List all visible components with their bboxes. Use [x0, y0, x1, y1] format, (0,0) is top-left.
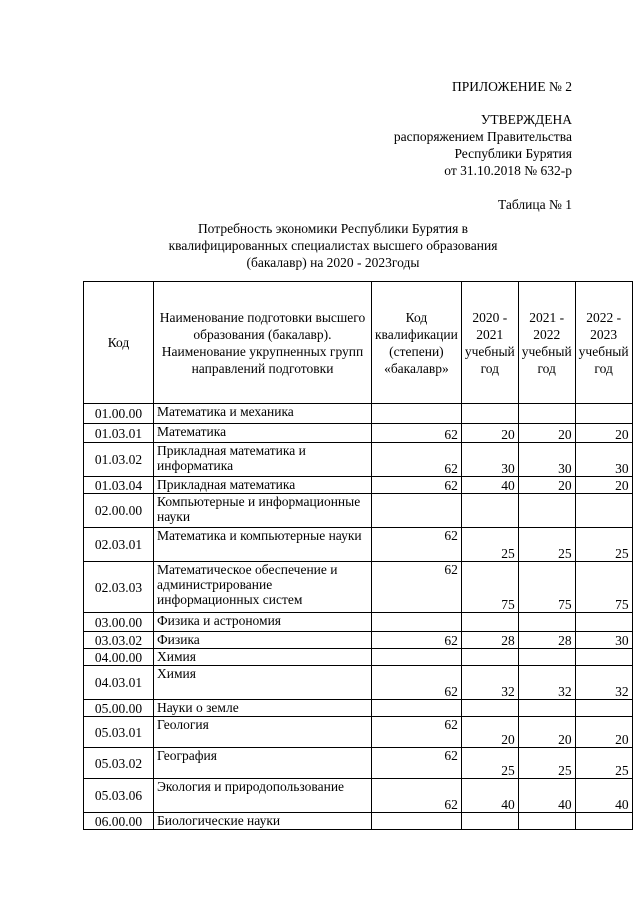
row-2022-value [575, 613, 632, 632]
title-line: (бакалавр) на 2020 - 2023годы [246, 255, 420, 270]
row-code: 05.03.01 [84, 717, 154, 748]
table-row [84, 528, 633, 562]
row-2021-value: 30 [518, 443, 575, 477]
row-2022-value: 30 [575, 443, 632, 477]
row-code: 06.00.00 [84, 813, 154, 830]
row-qualification-code [372, 494, 462, 528]
table-row [84, 613, 633, 632]
row-code: 01.00.00 [84, 404, 154, 424]
row-2020-value: 28 [461, 632, 518, 649]
row-2021-value: 20 [518, 424, 575, 443]
row-name: Биологические науки [154, 813, 372, 830]
row-code: 04.00.00 [84, 649, 154, 666]
approval-line: УТВЕРЖДЕНА [480, 112, 572, 127]
row-2022-value: 30 [575, 632, 632, 649]
row-name: Геология [154, 717, 372, 748]
row-qualification-code: 62 [372, 779, 462, 813]
row-2022-value: 32 [575, 666, 632, 700]
row-2021-value [518, 649, 575, 666]
col-header-name: Наименование подготовки высшего образования (бакалавр). Наименование укрупненных групп направлений подготовки [154, 282, 372, 404]
row-2022-value [575, 649, 632, 666]
table-row [84, 562, 633, 613]
row-qualification-code [372, 813, 462, 830]
appendix-number: ПРИЛОЖЕНИЕ № 2 [451, 79, 572, 94]
row-qualification-code: 62 [372, 717, 462, 748]
table-row [84, 424, 633, 443]
row-name: Прикладная математика и информатика [154, 443, 372, 477]
row-2022-value: 25 [575, 748, 632, 779]
row-2020-value: 20 [461, 424, 518, 443]
row-name: Прикладная математика [154, 477, 372, 494]
row-code: 05.00.00 [84, 700, 154, 717]
table-label: Таблица № 1 [498, 197, 572, 212]
row-2021-value [518, 613, 575, 632]
row-code: 02.00.00 [84, 494, 154, 528]
row-2020-value: 40 [461, 779, 518, 813]
row-2021-value [518, 404, 575, 424]
table-row [84, 813, 633, 830]
col-header-qualification: Код квалификации (степени) «бакалавр» [372, 282, 462, 404]
table-row [84, 748, 633, 779]
row-2022-value: 20 [575, 717, 632, 748]
row-qualification-code [372, 700, 462, 717]
row-qualification-code: 62 [372, 443, 462, 477]
row-name: Математика и механика [154, 404, 372, 424]
row-2021-value: 28 [518, 632, 575, 649]
demand-table [83, 281, 633, 830]
row-qualification-code [372, 404, 462, 424]
row-code: 02.03.01 [84, 528, 154, 562]
row-2022-value: 20 [575, 424, 632, 443]
table-row [84, 666, 633, 700]
row-qualification-code: 62 [372, 528, 462, 562]
row-code: 01.03.01 [84, 424, 154, 443]
row-2022-value [575, 700, 632, 717]
row-code: 04.03.01 [84, 666, 154, 700]
row-2020-value: 75 [461, 562, 518, 613]
row-2020-value: 32 [461, 666, 518, 700]
row-2020-value [461, 404, 518, 424]
row-2020-value: 40 [461, 477, 518, 494]
row-2021-value [518, 494, 575, 528]
row-qualification-code: 62 [372, 666, 462, 700]
row-2021-value: 20 [518, 717, 575, 748]
row-name: Математика и компьютерные науки [154, 528, 372, 562]
row-qualification-code [372, 613, 462, 632]
row-2020-value: 30 [461, 443, 518, 477]
row-qualification-code: 62 [372, 632, 462, 649]
row-code: 03.03.02 [84, 632, 154, 649]
row-2021-value [518, 813, 575, 830]
row-2022-value [575, 494, 632, 528]
row-code: 05.03.06 [84, 779, 154, 813]
row-2022-value: 20 [575, 477, 632, 494]
row-code: 03.00.00 [84, 613, 154, 632]
row-name: Математическое обеспечение и администрирование информационных систем [154, 562, 372, 613]
row-qualification-code: 62 [372, 562, 462, 613]
document-title [83, 220, 583, 271]
row-name: Химия [154, 666, 372, 700]
table-row [84, 717, 633, 748]
table-row [84, 443, 633, 477]
table-row [84, 649, 633, 666]
row-qualification-code: 62 [372, 748, 462, 779]
table-row [84, 779, 633, 813]
row-name: Математика [154, 424, 372, 443]
row-2022-value: 25 [575, 528, 632, 562]
row-2022-value: 75 [575, 562, 632, 613]
table-row [84, 632, 633, 649]
row-2022-value: 40 [575, 779, 632, 813]
col-header-code: Код [84, 282, 154, 404]
row-2022-value [575, 813, 632, 830]
col-header-2020: 2020 - 2021 учебный год [461, 282, 518, 404]
row-2020-value [461, 813, 518, 830]
row-name: Химия [154, 649, 372, 666]
row-2021-value: 40 [518, 779, 575, 813]
title-line: квалифицированных специалистах высшего образования [168, 238, 498, 253]
row-2020-value [461, 649, 518, 666]
row-name: География [154, 748, 372, 779]
row-2021-value: 25 [518, 748, 575, 779]
row-2022-value [575, 404, 632, 424]
row-2020-value [461, 613, 518, 632]
row-2020-value: 25 [461, 528, 518, 562]
row-qualification-code: 62 [372, 424, 462, 443]
row-2020-value: 25 [461, 748, 518, 779]
row-code: 02.03.03 [84, 562, 154, 613]
row-name: Компьютерные и информационные науки [154, 494, 372, 528]
row-2020-value [461, 494, 518, 528]
approval-line: распоряжением Правительства [393, 129, 572, 144]
row-2020-value: 20 [461, 717, 518, 748]
col-header-2022: 2022 - 2023 учебный год [575, 282, 632, 404]
row-2021-value [518, 700, 575, 717]
row-name: Экология и природопользование [154, 779, 372, 813]
approval-line: от 31.10.2018 № 632-р [444, 163, 572, 178]
row-2020-value [461, 700, 518, 717]
row-name: Науки о земле [154, 700, 372, 717]
table-row [84, 477, 633, 494]
row-code: 05.03.02 [84, 748, 154, 779]
table-header-row [84, 282, 633, 404]
row-qualification-code: 62 [372, 477, 462, 494]
table-row [84, 404, 633, 424]
approval-block [394, 111, 572, 179]
row-2021-value: 25 [518, 528, 575, 562]
row-2021-value: 32 [518, 666, 575, 700]
table-row [84, 700, 633, 717]
table-row [84, 494, 633, 528]
row-name: Физика и астрономия [154, 613, 372, 632]
col-header-2021: 2021 - 2022 учебный год [518, 282, 575, 404]
row-code: 01.03.04 [84, 477, 154, 494]
row-qualification-code [372, 649, 462, 666]
row-code: 01.03.02 [84, 443, 154, 477]
approval-line: Республики Бурятия [454, 146, 572, 161]
row-2021-value: 20 [518, 477, 575, 494]
title-line: Потребность экономики Республики Бурятия в [197, 221, 469, 236]
row-2021-value: 75 [518, 562, 575, 613]
row-name: Физика [154, 632, 372, 649]
